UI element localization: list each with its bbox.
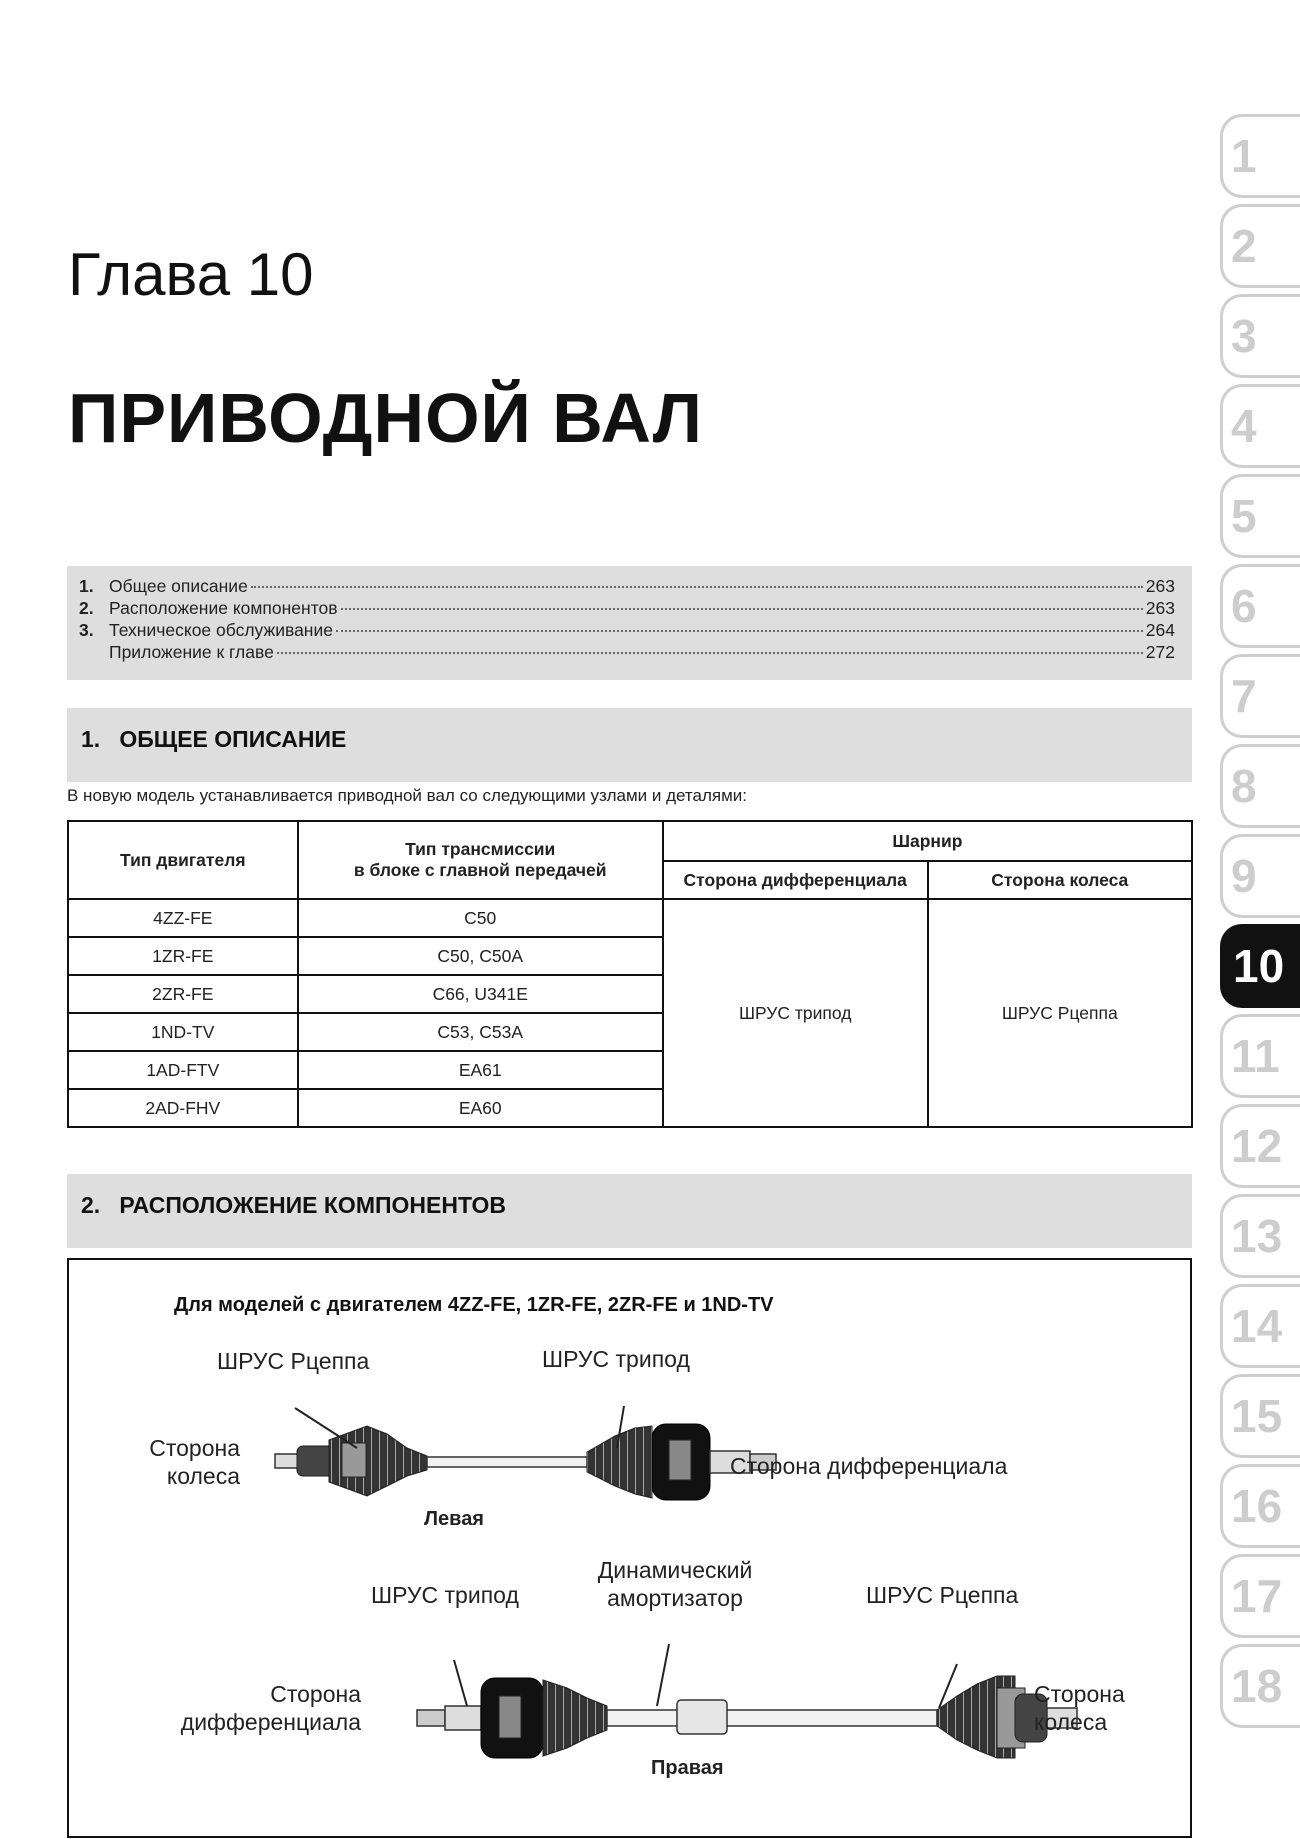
tripod-joint [499,1696,521,1738]
chapter-tab-17[interactable] [1220,1554,1300,1638]
header-transmission-line2: в блоке с главной передачей [353,860,607,880]
label-right-rzeppa: ШРУС Рцеппа [866,1582,1019,1608]
label-line: Динамический [597,1557,753,1583]
chapter-tab-label: 12 [1231,1120,1283,1172]
toc-item[interactable] [79,620,1175,641]
label-right-shaft: Правая [651,1757,724,1779]
chapter-tab-label: 18 [1231,1660,1283,1712]
toc-item[interactable] [79,642,1175,663]
chapter-tab-label: 16 [1231,1480,1283,1532]
engine-cell: 4ZZ-FE [68,899,298,937]
chapter-tab-label: 1 [1231,130,1257,182]
label-right-diff-side [176,1680,361,1736]
label-right-tripod: ШРУС трипод [371,1582,519,1608]
chapter-tab-label: 4 [1231,400,1257,452]
toc-page: 272 [1145,642,1175,662]
label-line: Сторона [149,1435,240,1461]
engine-cell: 2ZR-FE [68,975,298,1013]
drive-shaft-table [67,820,1193,1128]
chapter-tab-label: 10 [1233,940,1285,992]
chapter-tab-label: 6 [1231,580,1257,632]
chapter-tab-8[interactable] [1220,744,1300,828]
chapter-tab-16[interactable] [1220,1464,1300,1548]
chapter-tab-18[interactable] [1220,1644,1300,1728]
chapter-tab-label: 2 [1231,220,1257,272]
dynamic-damper [677,1700,727,1734]
leader-line [454,1660,467,1706]
tripod-joint [669,1440,691,1480]
figure-caption: Для моделей с двигателем 4ZZ-FE, 1ZR-FE, 2ZR-FE и 1ND-TV [174,1294,774,1316]
toc-leader [277,652,1143,654]
chapter-tab-11[interactable] [1220,1014,1300,1098]
engine-cell: 1ND-TV [68,1013,298,1051]
toc-number: 2. [79,598,94,618]
rzeppa-joint [342,1443,366,1477]
header-engine: Тип двигателя [68,821,298,899]
toc-item[interactable] [79,598,1175,619]
chapter-tab-14[interactable] [1220,1284,1300,1368]
label-line: Сторона [1034,1681,1125,1707]
chapter-tab-15[interactable] [1220,1374,1300,1458]
chapter-tabs [1220,114,1300,1734]
label-line: колеса [166,1463,240,1489]
transmission-cell: EA61 [298,1051,663,1089]
toc-label: Общее описание [109,576,248,596]
wheel-spline [275,1454,299,1468]
chapter-tab-5[interactable] [1220,474,1300,558]
transmission-cell: C50 [298,899,663,937]
right-shaft-bar [607,1710,937,1726]
table-of-contents [67,566,1192,680]
page-title: ПРИВОДНОЙ ВАЛ [68,379,703,457]
diff-stub [445,1706,481,1730]
section-header-general [67,708,1192,782]
chapter-tab-label: 17 [1231,1570,1283,1622]
toc-page: 263 [1145,598,1175,618]
header-joint: Шарнир [663,821,1192,861]
label-line: амортизатор [607,1585,743,1611]
tripod-boot [543,1680,607,1756]
left-drive-shaft [275,1406,776,1500]
label-line: Сторона [270,1681,361,1707]
toc-number: 3. [79,620,94,640]
chapter-tab-label: 11 [1231,1030,1280,1082]
header-diff-side: Сторона дифференциала [663,861,928,899]
toc-number: 1. [79,576,94,596]
wheel-joint-cell: ШРУС Рцеппа [928,899,1192,1127]
toc-leader [336,630,1143,632]
transmission-cell: EA60 [298,1089,663,1127]
transmission-cell: C53, C53A [298,1013,663,1051]
engine-cell: 1ZR-FE [68,937,298,975]
chapter-tab-label: 7 [1231,670,1257,722]
chapter-tab-label: 14 [1231,1300,1283,1352]
chapter-tab-13[interactable] [1220,1194,1300,1278]
toc-page: 264 [1145,620,1175,640]
section-title: 2. РАСПОЛОЖЕНИЕ КОМПОНЕНТОВ [81,1192,506,1218]
transmission-cell: C66, U341E [298,975,663,1013]
chapter-tab-label: 5 [1231,490,1257,542]
engine-cell: 1AD-FTV [68,1051,298,1089]
section-title: 1. ОБЩЕЕ ОПИСАНИЕ [81,726,347,752]
label-left-shaft: Левая [424,1508,484,1530]
chapter-tab-1[interactable] [1220,114,1300,198]
chapter-tab-label: 15 [1231,1390,1283,1442]
diff-joint-cell: ШРУС трипод [663,899,928,1127]
label-left-diff-side: Сторона дифференциала [730,1453,1008,1479]
leader-line [295,1408,357,1448]
chapter-tab-label: 8 [1231,760,1257,812]
engine-cell: 2AD-FHV [68,1089,298,1127]
chapter-tab-3[interactable] [1220,294,1300,378]
label-right-wheel-side [1034,1680,1125,1736]
chapter-tab-12[interactable] [1220,1104,1300,1188]
right-drive-shaft [417,1644,1077,1758]
toc-label: Приложение к главе [109,642,274,662]
label-left-rzeppa: ШРУС Рцеппа [217,1348,370,1374]
chapter-tab-9[interactable] [1220,834,1300,918]
toc-leader [251,586,1143,588]
label-line: дифференциала [180,1709,361,1735]
label-line: колеса [1034,1709,1108,1735]
header-transmission [298,821,663,899]
header-wheel-side: Сторона колеса [928,861,1192,899]
toc-label: Техническое обслуживание [109,620,333,640]
chapter-heading: Глава 10 [68,241,314,308]
chapter-tab-4[interactable] [1220,384,1300,468]
intro-text: В новую модель устанавливается приводной вал со следующими узлами и деталями: [67,786,747,805]
toc-item[interactable] [79,576,1175,597]
chapter-tab-6[interactable] [1220,564,1300,648]
chapter-tab-label: 13 [1231,1210,1283,1262]
left-shaft-bar [427,1457,587,1467]
chapter-tab-10[interactable] [1220,924,1300,1008]
section-header-components [67,1174,1192,1248]
diff-spline [417,1710,445,1726]
table-row [68,899,1192,937]
toc-page: 263 [1145,576,1175,596]
label-left-wheel-side [130,1434,240,1490]
toc-label: Расположение компонентов [109,598,338,618]
label-left-tripod: ШРУС трипод [542,1346,690,1372]
label-dynamic-damper [590,1556,760,1612]
leader-line [657,1644,669,1706]
transmission-cell: C50, C50A [298,937,663,975]
chapter-tab-label: 3 [1231,310,1257,362]
chapter-tab-label: 9 [1231,850,1257,902]
drive-shaft-illustration [67,1258,1192,1838]
toc-leader [341,608,1143,610]
chapter-tab-2[interactable] [1220,204,1300,288]
header-transmission-line1: Тип трансмиссии [405,839,556,859]
chapter-tab-7[interactable] [1220,654,1300,738]
